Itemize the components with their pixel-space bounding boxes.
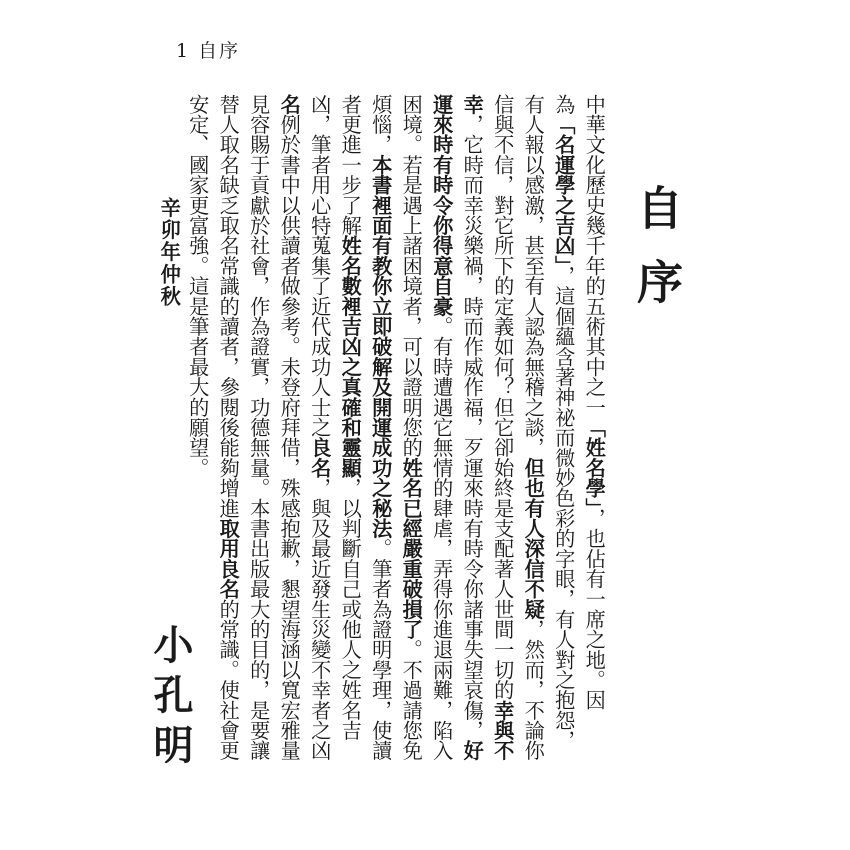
body-text: ，與及最近發生災變不幸者之凶 xyxy=(307,477,332,761)
text-column xyxy=(307,94,332,761)
body-text: 困境。若是遇上諸困境者，可以證明您的 xyxy=(399,94,424,458)
emphasis-text: 幸與不 xyxy=(490,700,515,761)
text-column xyxy=(460,94,485,761)
body-text: 凶，筆者用心特蒐集了近代成功人士之 xyxy=(307,94,332,438)
text-column xyxy=(521,94,546,761)
text-column xyxy=(551,94,576,751)
emphasis-text: 「名運學之吉凶」 xyxy=(551,114,576,266)
emphasis-text: 運來時有時令你得意自豪 xyxy=(429,94,454,317)
body-text: ，它時而幸災樂禍，時而作威作福，歹運來時有時令你諸事失望哀傷， xyxy=(460,114,485,741)
page-number: 1 xyxy=(176,40,191,62)
header-title: 自序 xyxy=(198,40,241,62)
text-column xyxy=(246,94,271,761)
running-header xyxy=(176,36,240,63)
body-text: ，然而，不論你 xyxy=(521,619,546,761)
emphasis-text: 姓名數裡吉凶之真確和靈顯 xyxy=(338,235,363,478)
body-text: ，這個蘊含著神祕而微妙色彩的字眼，有人對之抱怨， xyxy=(551,265,576,751)
text-column xyxy=(429,94,454,761)
text-column xyxy=(277,94,302,761)
emphasis-text: 名 xyxy=(277,94,302,115)
body-text: 。有時遭遇它無情的肆虐，弄得你進退兩難，陷入 xyxy=(429,316,454,761)
body-text: 中華文化歷史幾千年的五術其中之一 xyxy=(582,94,607,418)
text-column xyxy=(368,94,393,761)
emphasis-text: 本書裡面有教你立即破解及開運成功之秘法 xyxy=(368,154,393,539)
author-signature: 小孔明 xyxy=(147,624,194,774)
body-text: 的常識。使社會更 xyxy=(216,599,241,761)
body-text: 。不過請您免 xyxy=(399,639,424,761)
body-text: 安定、國家更富強。這是筆者最大的願望。 xyxy=(185,94,210,478)
text-column xyxy=(490,94,515,761)
body-text: 為 xyxy=(551,94,576,115)
emphasis-text: 取用良名 xyxy=(216,518,241,600)
body-text: ，也佔有一席之地。因 xyxy=(582,508,607,711)
text-column xyxy=(338,94,363,741)
text-column xyxy=(399,94,424,761)
text-column xyxy=(582,94,607,711)
body-text: 例於書中以供讀者做參考。未登府拜借，殊感抱歉，懇望海涵以寬宏雅量 xyxy=(277,114,302,761)
body-text: 。筆者為證明學理，使讀 xyxy=(368,538,393,761)
body-text: 有人報以感激，甚至有人認為無稽之談， xyxy=(521,94,546,458)
text-column xyxy=(216,94,241,761)
body-text: 煩惱， xyxy=(368,94,393,155)
body-text: ，以判斷自己或他人之姓名吉 xyxy=(338,477,363,741)
body-text: 見容賜于貢獻於社會，作為證實，功德無量。本書出版最大的目的，是要讓 xyxy=(246,94,271,761)
date-line: 辛卯年仲秋 xyxy=(157,197,182,308)
emphasis-text: 但也有人深信不疑 xyxy=(521,457,546,620)
emphasis-text: 幸 xyxy=(460,94,485,115)
body-text: 替人取名缺乏取名常識的讀者，參閱後能夠增進 xyxy=(216,94,241,519)
emphasis-text: 「姓名學」 xyxy=(582,417,607,509)
text-column xyxy=(185,94,210,478)
emphasis-text: 姓名已經嚴重破損了 xyxy=(399,457,424,640)
emphasis-text: 好 xyxy=(460,740,485,761)
emphasis-text: 良名 xyxy=(307,437,332,478)
body-text: 信與不信，對它所下的定義如何？但它卻始終是支配著人世間一切的 xyxy=(490,94,515,700)
preface-heading: 自序 xyxy=(630,184,684,332)
body-text: 者更進一步了解 xyxy=(338,94,363,236)
